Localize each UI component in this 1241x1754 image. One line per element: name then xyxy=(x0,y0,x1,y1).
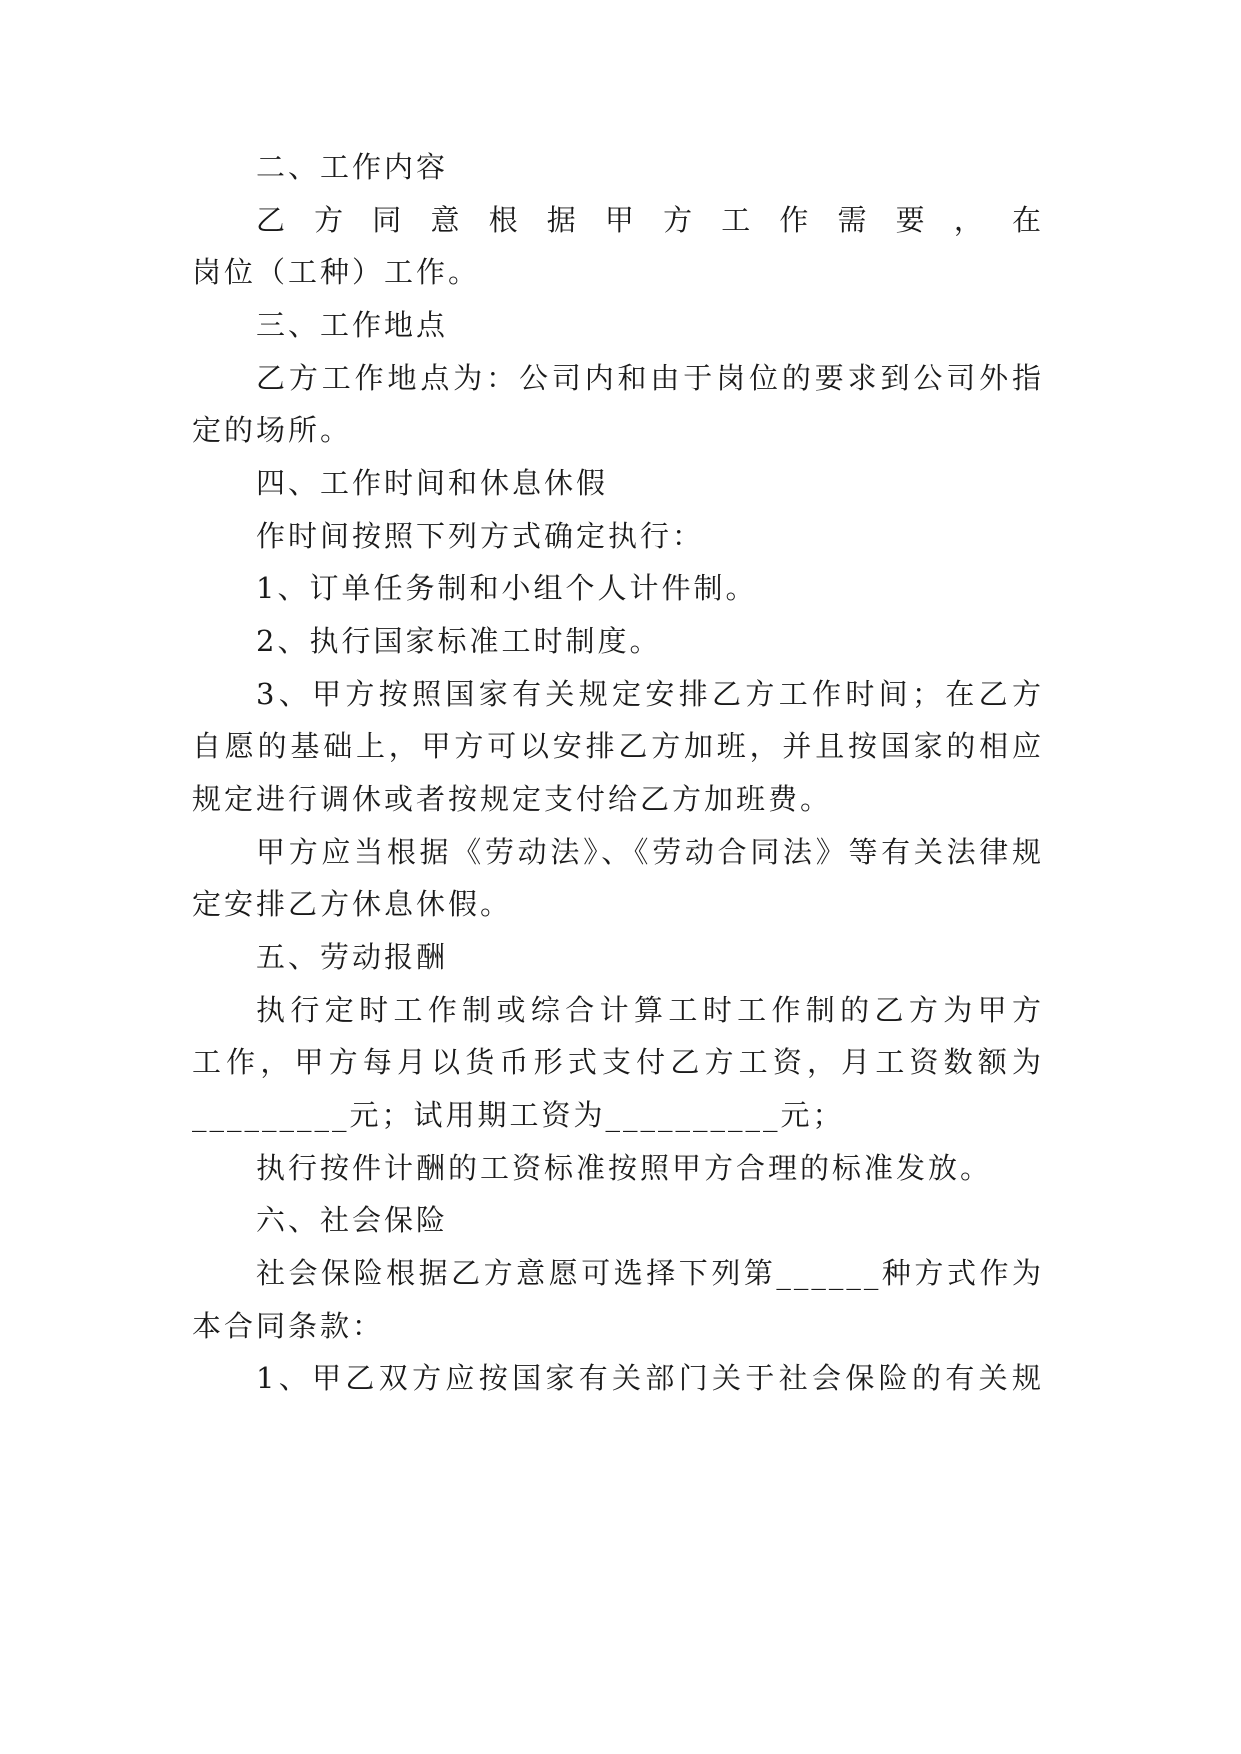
paragraph-line: 规定进行调休或者按规定支付给乙方加班费。 xyxy=(192,782,833,816)
heading-remuneration: 五、劳动报酬 xyxy=(256,940,449,974)
list-item: 2、执行国家标准工时制度。 xyxy=(256,624,662,658)
paragraph-line: 定安排乙方休息休假。 xyxy=(192,887,513,921)
heading-work-hours: 四、工作时间和休息休假 xyxy=(256,466,609,500)
paragraph-line: 本合同条款： xyxy=(192,1309,385,1343)
paragraph-line: 定的场所。 xyxy=(192,413,353,447)
paragraph-line: 执行定时工作制或综合计算工时工作制的乙方为甲方 xyxy=(256,993,1044,1027)
paragraph-line: 社会保险根据乙方意愿可选择下列第______种方式作为 xyxy=(256,1256,1044,1290)
paragraph-line: 乙方同意根据甲方工作需要，在 xyxy=(256,203,1044,237)
list-item: 1、订单任务制和小组个人计件制。 xyxy=(256,571,758,605)
paragraph-line: 乙方工作地点为：公司内和由于岗位的要求到公司外指 xyxy=(256,361,1044,395)
heading-work-location: 三、工作地点 xyxy=(256,308,449,342)
paragraph-line: 岗位（工种）工作。 xyxy=(192,255,481,289)
paragraph-line: 执行按件计酬的工资标准按照甲方合理的标准发放。 xyxy=(256,1151,993,1185)
paragraph-line: 甲方应当根据《劳动法》、《劳动合同法》等有关法律规 xyxy=(256,835,1044,869)
list-item: 3、甲方按照国家有关规定安排乙方工作时间；在乙方 xyxy=(256,677,1044,711)
heading-work-content: 二、工作内容 xyxy=(256,150,449,184)
paragraph-line: 自愿的基础上，甲方可以安排乙方加班，并且按国家的相应 xyxy=(192,729,1044,763)
paragraph-line: _________元；试用期工资为__________元； xyxy=(192,1098,845,1132)
list-item: 1、甲乙双方应按国家有关部门关于社会保险的有关规 xyxy=(256,1361,1044,1395)
paragraph-line: 工作，甲方每月以货币形式支付乙方工资，月工资数额为 xyxy=(192,1045,1044,1079)
paragraph-line: 作时间按照下列方式确定执行： xyxy=(256,519,705,553)
heading-social-insurance: 六、社会保险 xyxy=(256,1203,449,1237)
